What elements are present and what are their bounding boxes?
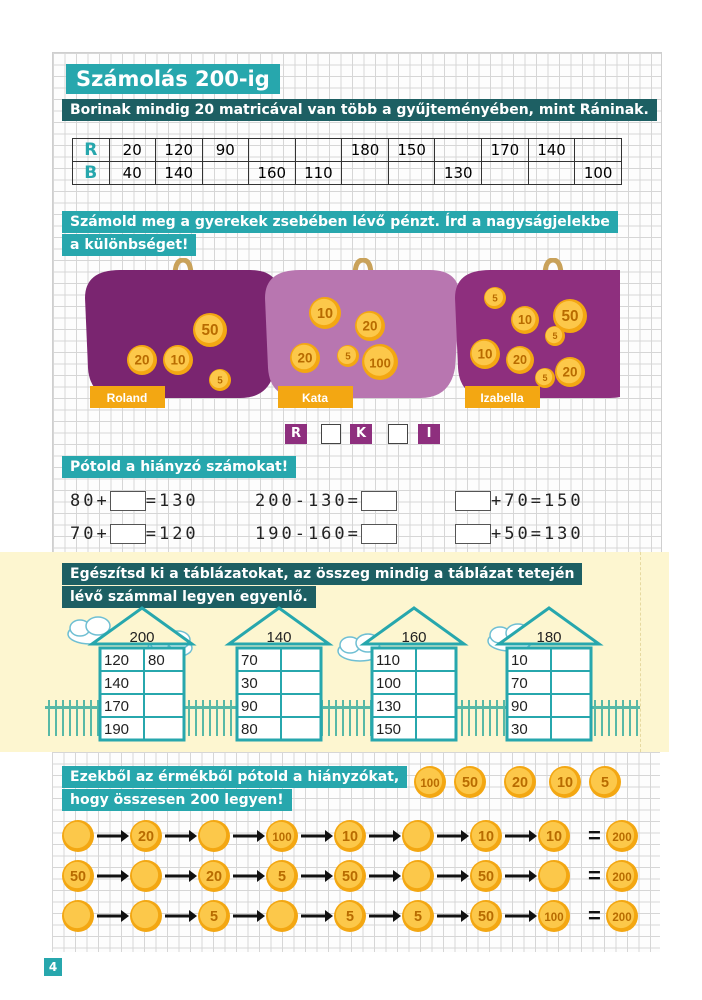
row-coin [198,900,230,932]
answer-box[interactable] [110,491,146,511]
section2-instruction-line1: Számold meg a gyerekek zsebében lévő pénzt. Írd a nagyságjelekbe [62,211,618,233]
row-label: R [73,139,110,162]
sticker-cell: 140 [155,162,202,185]
purse-body [85,270,280,398]
house-cell: 80 [148,652,165,669]
coin-value: 20 [137,828,155,845]
coin-50 [193,313,227,347]
coin-20 [506,346,534,374]
coin-20 [127,345,157,375]
house-cell: 100 [376,675,402,692]
legend-coin-5 [589,766,621,798]
purse-kata [265,260,460,408]
coin-value: 200 [612,831,632,844]
coin-20 [555,357,585,387]
result-coin-200 [606,860,638,892]
compare-tag-i: I [418,424,440,444]
row-coin [266,860,298,892]
coin-value: 50 [477,908,495,925]
section1-instruction: Borinak mindig 20 matricával van több a gyűjteményében, mint Ráninak. [62,99,657,121]
coin-face [64,822,90,848]
coin-5 [337,345,359,367]
arrow-icon [233,870,265,882]
coin-value: 10 [341,828,359,845]
house-cell: 150 [376,721,402,738]
house-cell: 30 [511,721,528,738]
section2-instruction-line2: a különbséget! [62,234,196,256]
arrow-icon [301,870,333,882]
coin-value: 5 [413,908,423,925]
arrow-icon [97,910,129,922]
arrow-icon [369,870,401,882]
purse-izabella [455,260,620,408]
house-cell: 80 [241,721,258,738]
house-cell: 90 [241,698,258,715]
answer-box[interactable] [361,491,397,511]
arrow-icon [437,870,469,882]
coin-value: 100 [369,355,391,371]
row-coin [266,900,298,932]
coin-value: 10 [316,305,334,322]
house-top-number: 140 [266,629,292,646]
house-top-number: 200 [129,629,155,646]
sticker-cell: 140 [528,139,575,162]
row-coin [130,860,162,892]
coin-10 [309,297,341,329]
sticker-cell: 170 [482,139,529,162]
sticker-cell[interactable] [202,162,248,185]
row-coin [130,900,162,932]
arrow-icon [165,870,197,882]
equation-2: 200-130= [255,491,397,511]
coin-value: 10 [556,774,574,791]
page-number: 4 [44,958,62,976]
legend-coin-20 [504,766,536,798]
coin-value: 20 [511,774,529,791]
sticker-cell[interactable] [388,162,435,185]
house-cell: 70 [241,652,258,669]
coin-value: 50 [561,308,579,326]
coin-20 [355,311,385,341]
coin-value: 20 [512,353,528,368]
row-coin [402,820,434,852]
coin-value: 20 [562,364,578,380]
arrow-icon [165,830,197,842]
sticker-cell: 20 [109,139,155,162]
arrow-icon [301,910,333,922]
answer-box[interactable] [110,524,146,544]
arrow-icon [505,910,537,922]
row-coin [266,820,298,852]
name-label: Kata [301,391,329,405]
row-coin [62,860,94,892]
coin-value: 100 [420,777,440,790]
arrow-icon [505,870,537,882]
sticker-cell: 90 [202,139,248,162]
row-coin [62,820,94,852]
sticker-cell[interactable] [342,162,389,185]
answer-box[interactable] [361,524,397,544]
sticker-cell[interactable] [482,162,529,185]
row-coin [538,900,570,932]
coin-value: 20 [297,350,313,366]
row-coin [402,900,434,932]
coin-5 [535,368,555,388]
coin-value: 5 [345,908,355,925]
arrow-icon [437,830,469,842]
sticker-cell[interactable] [435,139,482,162]
section4-instruction-line2: lévő számmal legyen egyenlő. [62,586,316,608]
row-coin [470,820,502,852]
coin-value: 5 [277,868,287,885]
coin-5 [545,326,565,346]
compare-tag-r: R [285,424,307,444]
coin-100 [362,344,398,380]
page-title: Számolás 200-ig [66,64,280,94]
house-cell: 10 [511,652,528,669]
coin-face [200,822,226,848]
row-coin [334,900,366,932]
equals-sign: = [588,823,601,848]
sticker-cell: 180 [342,139,389,162]
coin-value: 200 [612,871,632,884]
coin-face [540,862,566,888]
house-3 [364,608,464,740]
coin-value: 20 [134,352,150,368]
coin-value: 10 [545,828,563,845]
coin-value: 200 [612,911,632,924]
house-cell: 90 [511,698,528,715]
row-coin [130,820,162,852]
section3-instruction: Pótold a hiányzó számokat! [62,456,296,478]
arrow-icon [165,910,197,922]
sticker-cell[interactable] [528,162,575,185]
houses-illustration [40,596,640,746]
sticker-cell: 110 [295,162,342,185]
coin-value: 10 [477,828,495,845]
house-top-number: 160 [401,629,427,646]
house-2 [229,608,329,740]
coin-value: 5 [492,293,498,305]
coin-10 [470,339,500,369]
coin-5 [209,369,231,391]
equation-4: 70+ =120 [70,524,199,544]
coin-value: 20 [205,868,223,885]
coin-value: 20 [362,318,378,334]
coin-value: 5 [217,375,223,387]
row-coin [334,820,366,852]
row-coin [198,860,230,892]
sticker-cell: 160 [248,162,295,185]
compare-box-2[interactable] [388,424,408,444]
section4-instruction-line1: Egészítsd ki a táblázatokat, az összeg mindig a táblázat tetején [62,563,582,585]
coin-value: 5 [209,908,219,925]
house-cell: 130 [376,698,402,715]
coin-value: 50 [201,322,219,340]
row-coin [470,860,502,892]
coin-value: 50 [477,868,495,885]
coin-value: 5 [345,351,351,363]
coins-exercise [50,760,650,940]
equation-5: 190-160= [255,524,397,544]
sticker-row [73,162,622,185]
sticker-row [73,139,622,162]
legend-coin-10 [549,766,581,798]
arrow-icon [369,910,401,922]
sticker-cell: 40 [109,162,155,185]
arrow-icon [437,910,469,922]
section5-instruction-line2: hogy összesen 200 legyen! [62,789,292,811]
coin-10 [163,345,193,375]
coin-face [64,902,90,928]
coin-face [404,822,430,848]
coin-value: 10 [170,352,186,368]
house-cell: 110 [376,652,400,669]
notebook-edge [640,552,669,752]
coin-face [268,902,294,928]
coin-20 [290,343,320,373]
coin-value: 100 [544,911,564,924]
coin-value: 50 [461,774,479,791]
coin-value: 100 [272,831,292,844]
coin-value: 5 [542,373,548,383]
result-coin-200 [606,900,638,932]
row-coin [538,820,570,852]
sticker-cell: 150 [388,139,435,162]
equation-1: 80+ =130 [70,491,199,511]
coin-value: 50 [69,868,87,885]
sticker-cell: 130 [435,162,482,185]
coin-face [132,902,158,928]
row-coin [402,860,434,892]
row-coin [62,900,94,932]
house-cell: 30 [241,675,258,692]
compare-tag-k: K [350,424,372,444]
result-coin-200 [606,820,638,852]
coin-face [132,862,158,888]
purse-roland [85,260,280,408]
legend-coin-50 [454,766,486,798]
sticker-cell: 120 [155,139,202,162]
section5-instruction-line1: Ezekből az érmékből pótold a hiányzókat, [62,766,407,788]
coin-value: 10 [477,346,493,362]
row-coin [334,860,366,892]
house-cell: 70 [511,675,528,692]
sticker-cell: 100 [575,162,622,185]
arrow-icon [233,830,265,842]
coin-value: 5 [600,774,610,791]
purses-illustration [60,258,620,416]
coin-5 [484,287,506,309]
row-coin [538,860,570,892]
house-cell: 140 [104,675,130,692]
arrow-icon [505,830,537,842]
arrow-icon [97,830,129,842]
coin-value: 10 [517,313,533,328]
equation-6: +50=130 [455,524,584,544]
equation-3: +70=150 [455,491,584,511]
house-cell: 170 [104,698,130,715]
name-label: Izabella [480,391,524,405]
row-coin [470,900,502,932]
equals-sign: = [588,863,601,888]
legend-coin-100 [414,766,446,798]
coin-value: 5 [552,331,558,341]
coin-10 [511,306,539,334]
compare-box-1[interactable] [321,424,341,444]
answer-box[interactable] [455,491,491,511]
arrow-icon [233,910,265,922]
sticker-table [72,138,622,185]
house-cell: 190 [104,721,130,738]
coin-value: 50 [341,868,359,885]
sticker-cell[interactable] [248,139,295,162]
coin-face [404,862,430,888]
row-label: B [73,162,110,185]
arrow-icon [369,830,401,842]
arrow-icon [301,830,333,842]
arrow-icon [97,870,129,882]
house-cell: 120 [104,652,130,669]
equals-sign: = [588,903,601,928]
house-top-number: 180 [536,629,562,646]
sticker-cell[interactable] [575,139,622,162]
row-coin [198,820,230,852]
answer-box[interactable] [455,524,491,544]
name-label: Roland [106,391,148,405]
sticker-cell[interactable] [295,139,342,162]
